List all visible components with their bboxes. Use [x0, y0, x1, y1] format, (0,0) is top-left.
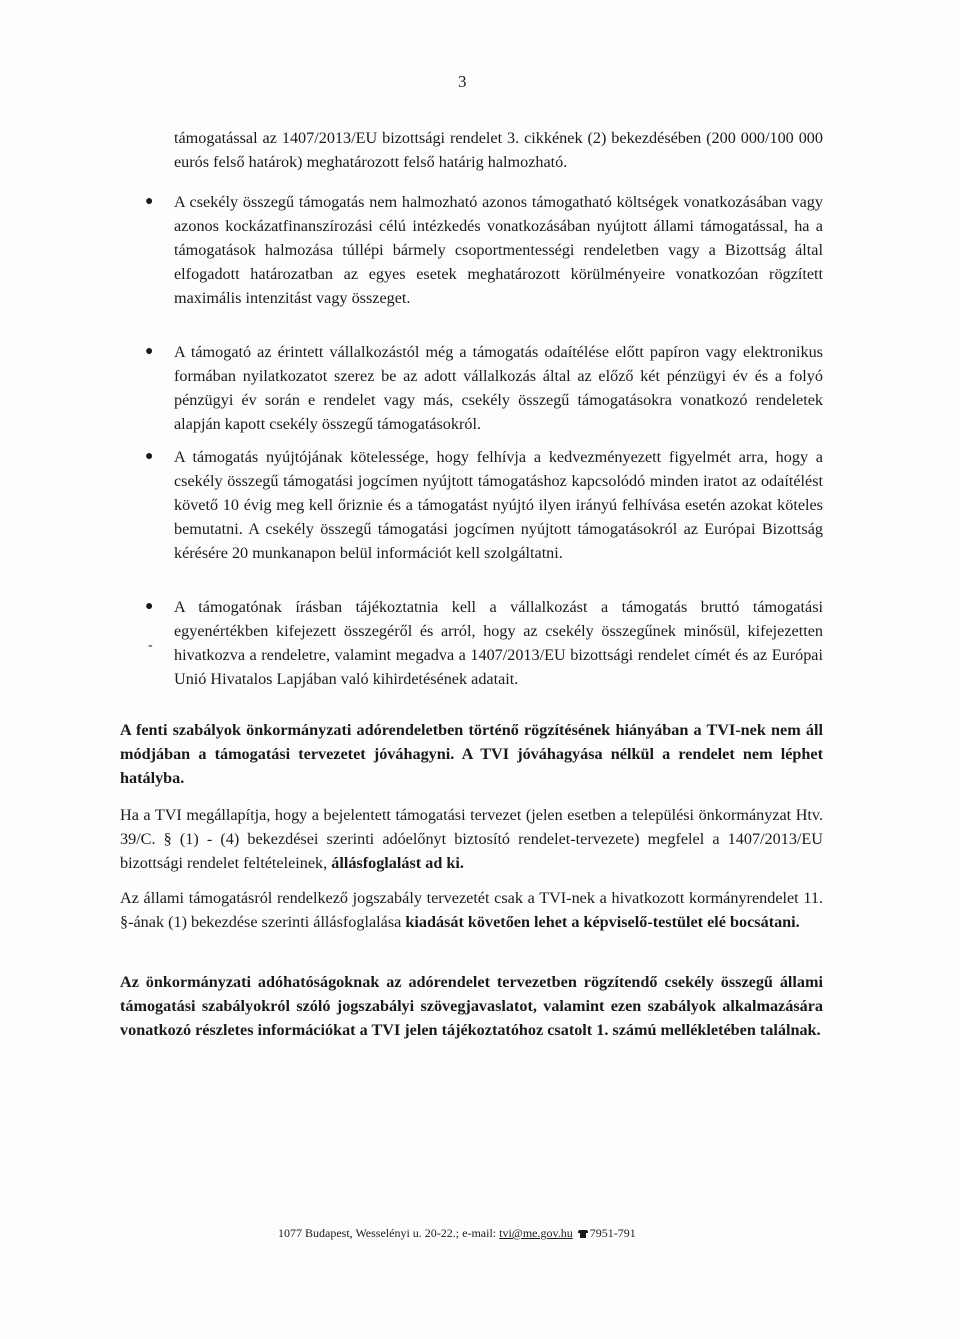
paragraph-bold-text: A fenti szabályok önkormányzati adórendeletben történő rögzítésének hiányában a TVI-nek nem áll módjában a támogatási tervezetet jóváhagyni. A TVI jóváhagyása nélkül a rendelet nem léphet hatályba.: [120, 721, 823, 787]
list-item-text: A csekély összegű támogatás nem halmozható azonos támogatható költségek vonatkozásában vagy azonos kockázatfinanszírozási célú intézkedés vonatkozásában nyújtott állami támogatással, ha a támogatások halmozása túllépi bármely csoportmentességi rendeletben vagy a Bizottság által elfogadott határozatban az egyes esetek meghatározott körülményeire vonatkozóan rögzített maximális intenzitást vagy összeget.: [174, 193, 823, 307]
list-item: [145, 595, 823, 691]
paragraph-bold-text: kiadását követően lehet a képviselő-testület elé bocsátani.: [405, 913, 800, 931]
bullet-icon: ●: [145, 344, 154, 359]
bold-paragraph-tvi-approval: [120, 718, 823, 790]
list-item-text: A támogatónak írásban tájékoztatnia kell a vállalkozást a támogatás bruttó támogatási egyenértékben kifejezett összegéről és arról, hogy az csekély összegűnek minősül, kifejezetten hivatkozva a rendeletre, valamint megadva a 1407/2013/EU bizottsági rendelet címét és az Európai Unió Hivatalos Lapjában való kihirdetésének adatait.: [174, 598, 823, 688]
bullet-icon: ●: [145, 599, 154, 614]
page-footer: [278, 1225, 636, 1241]
telephone-icon: [578, 1230, 588, 1238]
footer-phone: 7951-791: [589, 1226, 636, 1240]
list-item: [145, 190, 823, 310]
bullet-icon: ●: [145, 194, 154, 209]
paragraph-tvi-opinion: [120, 803, 823, 875]
footer-email-link[interactable]: tvi@me.gov.hu: [499, 1226, 573, 1240]
paragraph-text: Az állami támogatásról rendelkező jogszabály tervezetét csak a TVI-nek a hivatkozott kormányrendelet 11. §-ának (1) bekezdése szerinti állásfoglalása: [120, 889, 823, 931]
bold-paragraph-annex-reference: [120, 970, 823, 1042]
list-item: [145, 445, 823, 565]
list-item-text: A támogató az érintett vállalkozástól még a támogatás odaítélése előtt papíron vagy elektronikus formában nyilatkozatot szerez be az adott vállalkozás által az előző két pénzügyi év és a folyó pénzügyi év során e rendelet vagy más, csekély összegű támogatásokra vonatkozó rendeletek alapján kapott csekély összegű támogatásokról.: [174, 343, 823, 433]
list-item-text: A támogatás nyújtójának kötelessége, hogy felhívja a kedvezményezett figyelmét arra, hogy a csekély összegű támogatási jogcímen nyújtott támogatáshoz kapcsolódó minden iratot az odaítélést követő 10 évig meg kell őriznie és a támogatást nyújtó ilyen irányú felhívása esetén azokat köteles bemutatni. A csekély összegű támogatási jogcímen nyújtott támogatásokról az Európai Bizottság kérésére 20 munkanapon belül információt kell szolgáltatni.: [174, 448, 823, 562]
list-item: [145, 340, 823, 436]
paragraph-draft-submission: [120, 886, 823, 934]
continued-paragraph: támogatással az 1407/2013/EU bizottsági rendelet 3. cikkének (2) bekezdésében (200 000/100 000 eurós felső határok) meghatározott felső határig halmozható.: [174, 129, 823, 171]
margin-dash-mark: -: [148, 638, 153, 653]
paragraph-bold-text: Az önkormányzati adóhatóságoknak az adórendelet tervezetben rögzítendő csekély összegű állami támogatási szabályokról szóló jogszabályi szövegjavaslatot, valamint ezen szabályok alkalmazására vonatkozó részletes információkat a TVI jelen tájékoztatóhoz csatolt 1. számú mellékletében találnak.: [120, 973, 823, 1039]
paragraph-bold-text: állásfoglalást ad ki.: [331, 854, 464, 872]
paragraph-text: Ha a TVI megállapítja, hogy a bejelentett támogatási tervezet (jelen esetben a települési önkormányzat Htv. 39/C. § (1) - (4) bekezdései szerinti adóelőnyt biztosító rendelet-tervezete) megfelel a 1407/2013/EU bizottsági rendelet feltételeinek,: [120, 806, 823, 872]
footer-address: 1077 Budapest, Wesselényi u. 20-22.; e-mail:: [278, 1226, 500, 1240]
page-number: 3: [458, 72, 467, 91]
bullet-icon: ●: [145, 449, 154, 464]
